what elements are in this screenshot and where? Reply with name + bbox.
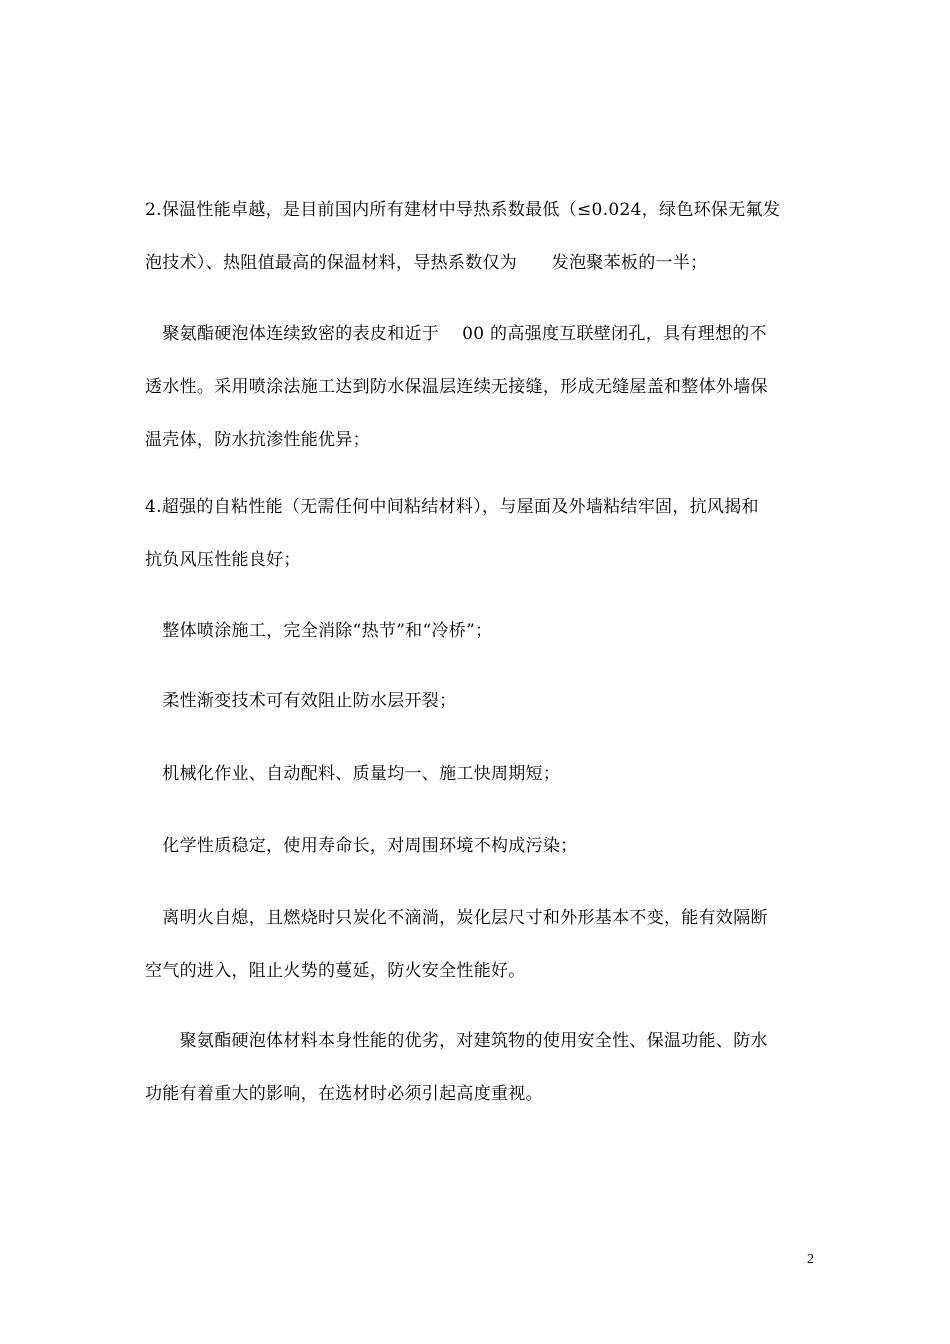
text-line-12: 离明火自熄，且燃烧时只炭化不滴淌，炭化层尺寸和外形基本不变，能有效隔断: [145, 908, 768, 928]
text-line-8: 整体喷涂施工，完全消除“热节”和“冷桥”；: [145, 621, 493, 641]
text-line-3: 聚氨酯硬泡体连续致密的表皮和近于 00 的高强度互联壁闭孔，具有理想的不: [145, 324, 767, 344]
text-line-10: 机械化作业、自动配料、质量均一、施工快周期短；: [145, 764, 561, 784]
text-line-2: 泡技术）、热阻值最高的保温材料，导热系数仅为 发泡聚苯板的一半；: [145, 253, 708, 273]
text-line-14: 聚氨酯硬泡体材料本身性能的优劣，对建筑物的使用安全性、保温功能、防水: [145, 1031, 768, 1051]
text-line-13: 空气的进入，阻止火势的蔓延，防火安全性能好。: [145, 961, 526, 981]
text-line-7: 抗负风压性能良好；: [145, 550, 301, 570]
text-line-5: 温壳体，防水抗渗性能优异；: [145, 430, 370, 450]
text-line-1: 2.保温性能卓越，是目前国内所有建材中导热系数最低（≤0.024，绿色环保无氟发: [145, 200, 781, 220]
page-number: 2: [807, 1252, 814, 1267]
text-line-9: 柔性渐变技术可有效阻止防水层开裂；: [145, 691, 457, 711]
text-line-6: 4.超强的自粘性能（无需任何中间粘结材料），与屋面及外墙粘结牢固，抗风揭和: [145, 497, 759, 517]
text-line-15: 功能有着重大的影响，在选材时必须引起高度重视。: [145, 1084, 543, 1104]
text-line-4: 透水性。采用喷涂法施工达到防水保温层连续无接缝，形成无缝屋盖和整体外墙保: [145, 377, 768, 397]
text-line-11: 化学性质稳定，使用寿命长，对周围环境不构成污染；: [145, 836, 578, 856]
